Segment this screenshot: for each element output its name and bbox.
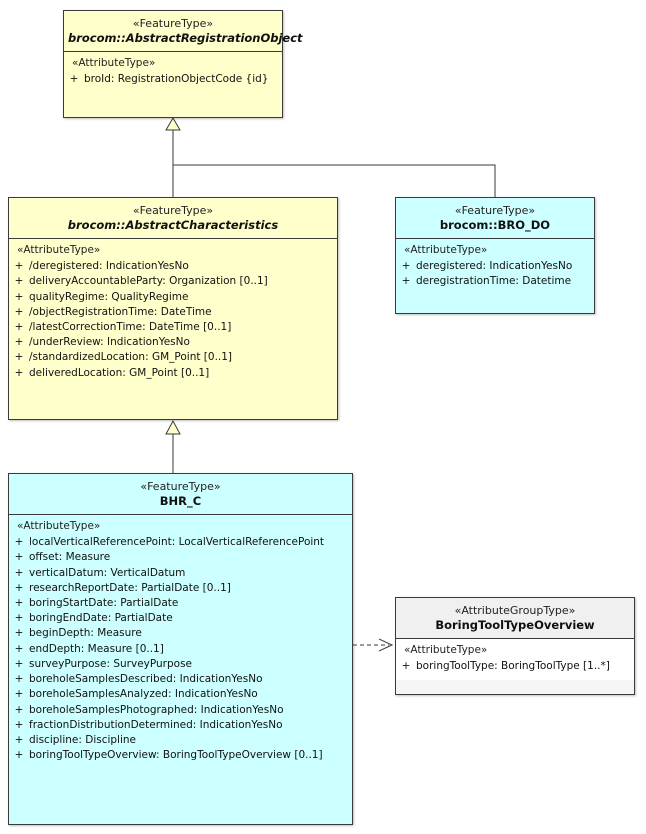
class-stereotype: «FeatureType» bbox=[132, 17, 214, 30]
attribute-text: boringStartDate: PartialDate bbox=[29, 597, 179, 609]
attribute-row bbox=[9, 290, 337, 305]
attribute-row bbox=[9, 642, 352, 657]
attribute-row bbox=[9, 687, 352, 702]
class-header bbox=[9, 474, 352, 514]
attribute-text: fractionDistributionDetermined: IndicationYesNo bbox=[29, 718, 283, 731]
attribute-row bbox=[396, 259, 594, 274]
attribute-text: boreholeSamplesPhotographed: IndicationYesNo bbox=[29, 703, 284, 716]
attribute-row bbox=[9, 366, 337, 381]
attribute-text: deliveredLocation: GM_Point [0..1] bbox=[29, 366, 210, 379]
attribute-text: deregistered: IndicationYesNo bbox=[416, 260, 573, 273]
attribute-visibility: + bbox=[14, 597, 24, 609]
attribute-text: endDepth: Measure [0..1] bbox=[29, 642, 164, 655]
attribute-row bbox=[9, 733, 352, 748]
attributes-compartment bbox=[9, 239, 337, 387]
attribute-visibility: + bbox=[401, 275, 411, 288]
attribute-text: boreholeSamplesDescribed: IndicationYesNo bbox=[29, 673, 263, 686]
attribute-row bbox=[9, 350, 337, 365]
attribute-text: boreholeSamplesAnalyzed: IndicationYesNo bbox=[29, 688, 258, 701]
attribute-visibility: + bbox=[14, 657, 24, 670]
attributes-compartment bbox=[396, 239, 594, 295]
class-stereotype: «FeatureType» bbox=[454, 204, 536, 217]
attribute-visibility: + bbox=[14, 566, 24, 579]
attribute-visibility: + bbox=[69, 73, 79, 86]
attribute-text: boringToolType: BoringToolType [1..*] bbox=[416, 660, 610, 673]
attribute-row bbox=[9, 748, 352, 763]
attribute-row bbox=[9, 596, 352, 611]
attribute-row bbox=[9, 611, 352, 626]
class-abstract-registration-object[interactable] bbox=[63, 10, 303, 118]
attribute-text: beginDepth: Measure bbox=[29, 627, 142, 640]
attribute-visibility: + bbox=[14, 749, 24, 762]
attribute-text: deregistrationTime: Datetime bbox=[416, 275, 572, 288]
class-name: BHR_C bbox=[159, 493, 202, 508]
attribute-text: offset: Measure bbox=[29, 551, 111, 564]
attribute-visibility: + bbox=[14, 275, 24, 288]
attribute-visibility: + bbox=[14, 612, 24, 625]
attribute-row bbox=[64, 72, 282, 87]
attribute-visibility: + bbox=[14, 536, 24, 549]
attribute-row bbox=[396, 274, 594, 289]
attribute-row bbox=[9, 335, 337, 350]
attribute-text: researchReportDate: PartialDate [0..1] bbox=[29, 581, 231, 594]
attribute-visibility: + bbox=[14, 581, 24, 594]
class-header bbox=[396, 598, 634, 638]
class-name: BoringToolTypeOverview bbox=[435, 617, 595, 632]
attribute-visibility: + bbox=[14, 642, 24, 655]
attribute-row bbox=[9, 581, 352, 596]
attribute-row bbox=[9, 320, 337, 335]
class-stereotype: «AttributeGroupType» bbox=[454, 604, 576, 617]
attribute-visibility: + bbox=[14, 290, 24, 303]
generalization-characteristics-to-registrationobject bbox=[166, 118, 495, 197]
attribute-text: /objectRegistrationTime: DateTime bbox=[29, 305, 212, 318]
class-name: brocom::BRO_DO bbox=[439, 217, 551, 232]
class-name: brocom::AbstractRegistrationObject bbox=[68, 30, 303, 45]
attribute-text: boringToolTypeOverview: BoringToolTypeOverview [0..1] bbox=[29, 749, 323, 762]
attribute-text: verticalDatum: VerticalDatum bbox=[29, 566, 186, 579]
attribute-text: qualityRegime: QualityRegime bbox=[29, 290, 189, 303]
attribute-visibility: + bbox=[14, 688, 24, 701]
class-name: brocom::AbstractCharacteristics bbox=[67, 217, 279, 232]
class-header bbox=[9, 198, 337, 238]
attribute-text: localVerticalReferencePoint: LocalVerticalReferencePoint bbox=[29, 536, 325, 549]
attribute-row bbox=[9, 550, 352, 565]
attribute-text: /standardizedLocation: GM_Point [0..1] bbox=[29, 351, 233, 364]
attribute-text: broId: RegistrationObjectCode {id} bbox=[84, 73, 269, 86]
class-header bbox=[64, 11, 303, 51]
compartment-stereotype: «AttributeType» bbox=[17, 244, 101, 257]
attribute-row bbox=[9, 718, 352, 733]
generalization-bhrc-to-characteristics bbox=[166, 421, 180, 473]
attribute-visibility: + bbox=[14, 321, 24, 333]
attribute-row bbox=[9, 672, 352, 687]
attribute-visibility: + bbox=[14, 260, 24, 273]
class-stereotype: «FeatureType» bbox=[140, 480, 221, 493]
class-bhr-c[interactable] bbox=[8, 473, 353, 825]
attribute-row bbox=[396, 659, 634, 674]
attributes-compartment bbox=[396, 639, 634, 680]
compartment-stereotype: «AttributeType» bbox=[17, 520, 101, 533]
attribute-text: deliveryAccountableParty: Organization [0..1] bbox=[29, 275, 268, 288]
class-stereotype: «FeatureType» bbox=[132, 204, 214, 217]
attribute-text: surveyPurpose: SurveyPurpose bbox=[29, 657, 193, 670]
attribute-visibility: + bbox=[14, 305, 24, 318]
class-bro-do[interactable] bbox=[395, 197, 595, 314]
compartment-stereotype: «AttributeType» bbox=[404, 644, 488, 657]
attribute-visibility: + bbox=[14, 673, 24, 686]
attribute-visibility: + bbox=[14, 351, 24, 364]
attribute-visibility: + bbox=[14, 336, 24, 349]
attribute-visibility: + bbox=[401, 260, 411, 273]
compartment-stereotype: «AttributeType» bbox=[404, 244, 488, 257]
attribute-visibility: + bbox=[14, 733, 24, 746]
attribute-visibility: + bbox=[401, 660, 411, 673]
class-boring-tool-type-overview[interactable] bbox=[395, 597, 635, 695]
attribute-row bbox=[9, 535, 352, 550]
attribute-visibility: + bbox=[14, 551, 24, 564]
dependency-bhrc-to-boringtooltypeoverview bbox=[353, 639, 392, 651]
compartment-stereotype: «AttributeType» bbox=[72, 57, 156, 70]
attribute-row bbox=[9, 274, 337, 289]
attribute-visibility: + bbox=[14, 627, 24, 640]
attribute-row bbox=[9, 566, 352, 581]
class-abstract-characteristics[interactable] bbox=[8, 197, 338, 420]
attribute-visibility: + bbox=[14, 718, 24, 731]
class-header bbox=[396, 198, 594, 238]
attribute-text: discipline: Discipline bbox=[29, 733, 137, 746]
attribute-row bbox=[9, 703, 352, 718]
attribute-row bbox=[9, 305, 337, 320]
attribute-text: /underReview: IndicationYesNo bbox=[29, 336, 190, 349]
attribute-row bbox=[9, 626, 352, 641]
attributes-compartment bbox=[9, 515, 352, 769]
attribute-row bbox=[9, 259, 337, 274]
attribute-visibility: + bbox=[14, 366, 24, 379]
attribute-text: /latestCorrectionTime: DateTime [0..1] bbox=[29, 321, 232, 333]
attributes-compartment bbox=[64, 52, 282, 93]
attribute-visibility: + bbox=[14, 703, 24, 716]
attribute-row bbox=[9, 657, 352, 672]
attribute-text: /deregistered: IndicationYesNo bbox=[29, 260, 189, 273]
attribute-text: boringEndDate: PartialDate bbox=[29, 612, 173, 625]
